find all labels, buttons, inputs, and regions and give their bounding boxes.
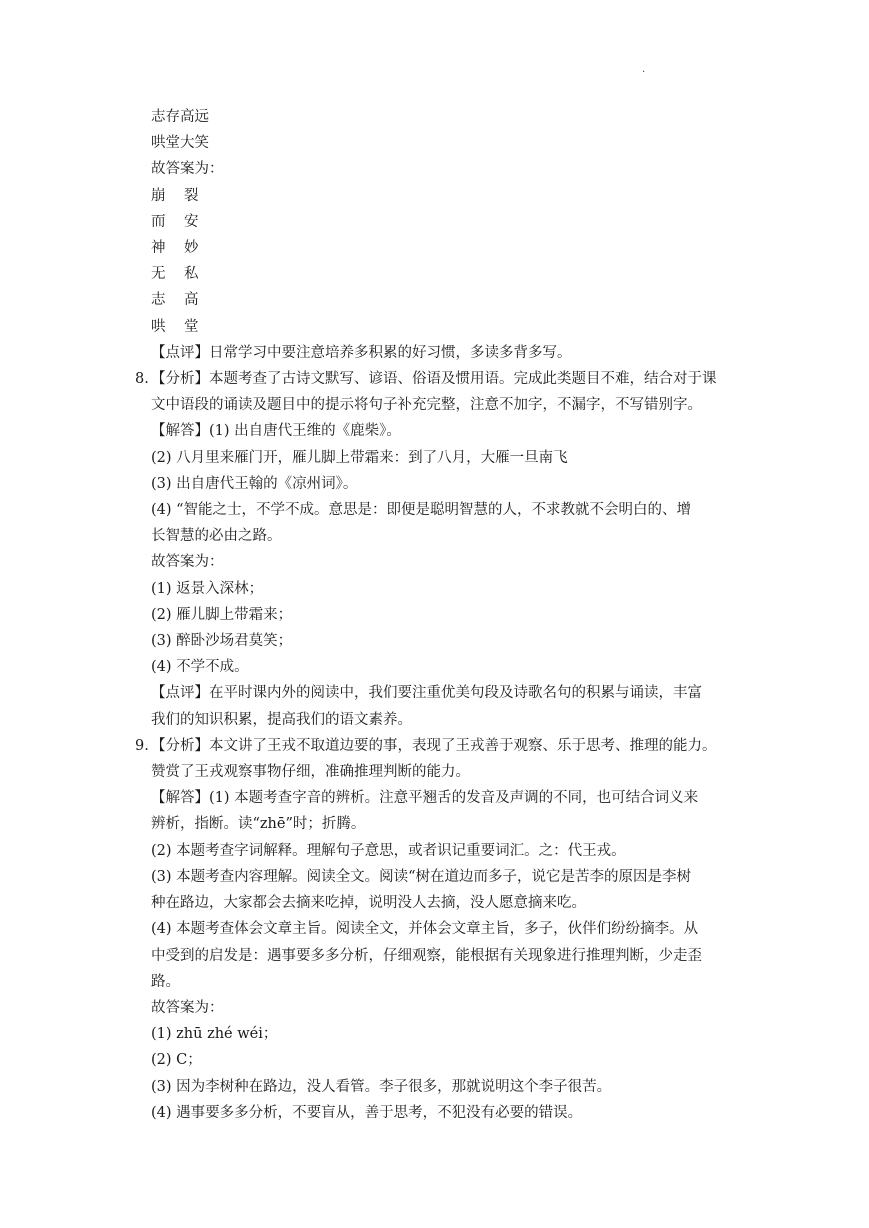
text-line — [128, 104, 748, 130]
answer-char: 私 — [184, 266, 199, 283]
answer-char: 而 — [151, 213, 166, 230]
text-line — [128, 759, 748, 785]
line-text: 文中语段的诵读及题目中的提示将句子补充完整，注意不加字，不漏字，不写错别字。 — [151, 397, 702, 414]
line-text: (4) 不学不成。 — [151, 659, 249, 676]
text-line — [128, 418, 748, 444]
question-line — [128, 733, 748, 759]
text-line — [128, 523, 748, 549]
text-line — [128, 340, 748, 366]
text-line — [128, 576, 748, 602]
line-text: 【分析】本文讲了王戎不取道边要的事，表现了王戎善于观察、乐于思考、推理的能力。 — [151, 737, 717, 754]
answer-char: 高 — [184, 292, 199, 309]
text-line — [128, 130, 748, 156]
line-text: (4) 本题考查体会文章主旨。阅读全文，并体会文章主旨，多子，伙伴们纷纷摘李。从 — [151, 921, 699, 938]
answer-char: 妙 — [184, 240, 199, 257]
answer-char: 裂 — [184, 187, 199, 204]
line-text: 志存高远 — [151, 109, 209, 125]
text-line — [128, 602, 748, 628]
line-text: 辨析，指断。读“zhē”时；折腾。 — [151, 816, 366, 833]
answer-pair-line — [128, 209, 748, 235]
answer-char: 哄 — [151, 318, 166, 335]
line-text: 路。 — [151, 973, 180, 990]
text-line — [128, 916, 748, 942]
answer-pair-line — [128, 235, 748, 261]
answer-char: 无 — [151, 266, 166, 283]
line-text: 【解答】(1) 本题考查字音的辨析。注意平翘舌的发音及声调的不同，也可结合词义来 — [151, 790, 699, 807]
line-text: (3) 醉卧沙场君莫笑； — [151, 633, 293, 650]
line-text: (1) zhū zhé wéi； — [151, 1026, 278, 1043]
line-text: 故答案为： — [151, 554, 224, 571]
text-line — [128, 890, 748, 916]
text-line — [128, 471, 748, 497]
text-line — [128, 680, 748, 706]
text-line — [128, 1047, 748, 1073]
answer-char: 堂 — [184, 318, 199, 335]
text-line — [128, 1100, 748, 1126]
answer-pair-line — [128, 287, 748, 313]
text-line — [128, 969, 748, 995]
text-line — [128, 445, 748, 471]
line-text: (4) 遇事要多多分析，不要盲从，善于思考，不犯没有必要的错误。 — [151, 1104, 583, 1121]
answer-char: 安 — [184, 213, 199, 230]
line-text: (4) “智能之士，不学不成。意思是：即便是聪明智慧的人，不求教就不会明白的、增 — [151, 502, 692, 519]
text-line — [128, 549, 748, 575]
text-line — [128, 811, 748, 837]
line-text: 【点评】在平时课内外的阅读中，我们要注重优美句段及诗歌名句的积累与诵读，丰富 — [151, 685, 702, 702]
line-text: (1) 返景入深林； — [151, 580, 264, 597]
text-line — [128, 156, 748, 182]
line-text: (3) 本题考查内容理解。阅读全文。阅读“树在道边而多子，说它是苦李的原因是李树 — [151, 868, 692, 885]
text-line — [128, 707, 748, 733]
line-text: 哄堂大笑 — [151, 135, 209, 152]
text-line — [128, 1021, 748, 1047]
question-number: 9. — [135, 737, 149, 754]
answer-pair-line — [128, 314, 748, 340]
text-line — [128, 497, 748, 523]
line-text: (2) C； — [151, 1052, 202, 1069]
line-text: (2) 本题考查字词解释。理解句子意思，或者识记重要词汇。之：代王戎。 — [151, 842, 626, 859]
line-text: (2) 八月里来雁门开，雁儿脚上带霜来：到了八月，大雁一旦南飞 — [151, 449, 568, 466]
header-mark: . — [642, 64, 646, 75]
text-line — [128, 628, 748, 654]
answer-char: 崩 — [151, 187, 166, 204]
line-text: (3) 因为李树种在路边，没人看管。李子很多，那就说明这个李子很苦。 — [151, 1078, 612, 1095]
line-text: 【分析】本题考查了古诗文默写、谚语、俗语及惯用语。完成此类题目不难，结合对于课 — [151, 371, 717, 388]
text-line — [128, 943, 748, 969]
line-text: (2) 雁儿脚上带霜来； — [151, 606, 293, 623]
answer-pair-line — [128, 183, 748, 209]
line-text: 【解答】(1) 出自唐代王维的《鹿柴》。 — [151, 423, 401, 440]
line-text: 赞赏了王戎观察事物仔细，准确推理判断的能力。 — [151, 764, 470, 781]
question-line — [128, 366, 748, 392]
line-text: 故答案为： — [151, 161, 224, 178]
line-text: (3) 出自唐代王翰的《凉州词》。 — [151, 475, 358, 492]
line-text: 中受到的启发是：遇事要多多分析，仔细观察，能根据有关现象进行推理判断，少走歪 — [151, 947, 702, 964]
text-line — [128, 392, 748, 418]
answer-content — [128, 104, 748, 1126]
answer-char: 志 — [151, 292, 166, 309]
text-line — [128, 838, 748, 864]
line-text: 故答案为： — [151, 999, 224, 1016]
line-text: 长智慧的必由之路。 — [151, 528, 282, 545]
answer-char: 神 — [151, 240, 166, 257]
answer-pair-line — [128, 261, 748, 287]
text-line — [128, 864, 748, 890]
line-text: 我们的知识积累，提高我们的语文素养。 — [151, 711, 412, 728]
line-text: 【点评】日常学习中要注意培养多积累的好习惯，多读多背多写。 — [151, 344, 572, 361]
text-line — [128, 654, 748, 680]
text-line — [128, 785, 748, 811]
text-line — [128, 1074, 748, 1100]
text-line — [128, 995, 748, 1021]
question-number: 8. — [135, 371, 149, 388]
line-text: 种在路边，大家都会去摘来吃掉，说明没人去摘，没人愿意摘来吃。 — [151, 895, 586, 912]
